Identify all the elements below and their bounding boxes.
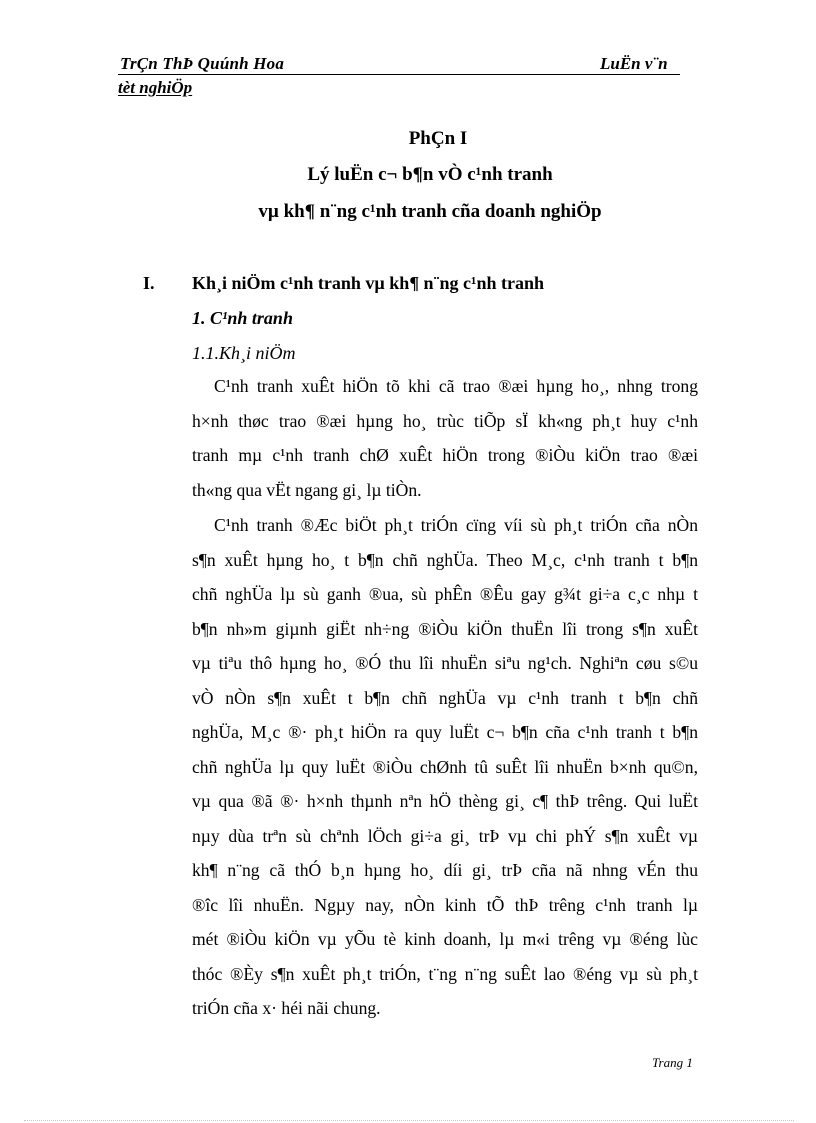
- paragraph-line: C¹nh tranh xuÊt hiÖn tõ khi cã trao ®æi hµng ho¸, nhng trong: [214, 376, 698, 396]
- paragraph-line: tranh mµ c¹nh tranh chØ xuÊt hiÖn trong ®iÒu kiÖn trao ®æi: [192, 445, 698, 465]
- paragraph-line: vµ tiªu thô hµng ho¸ ®Ó thu lîi nhuËn siªu ng¹ch. Nghiªn cøu s©u: [192, 653, 698, 673]
- paragraph-line: s¶n xuÊt hµng ho¸ t b¶n chñ nghÜa. Theo M¸c, c¹nh tranh t b¶n: [192, 549, 698, 570]
- subsubsection-title: 1.1.Kh¸i niÖm: [192, 343, 296, 363]
- paragraph-line: h×nh thøc trao ®æi hµng ho¸ trùc tiÕp sÏ kh«ng ph¸t huy c¹nh: [192, 410, 698, 431]
- paragraph-line: b¶n nh»m giµnh giËt nh÷ng ®iÒu kiÖn thuËn lîi trong s¶n xuÊt: [192, 618, 698, 639]
- paragraph-line: chñ nghÜa lµ sù ganh ®ua, sù phÊn ®Êu gay g¾t gi÷a c¸c nhµ t: [192, 584, 698, 604]
- paragraph-line: chñ nghÜa lµ quy luËt ®iÒu chØnh tû suÊt lîi nhuËn b×nh qu©n,: [192, 756, 698, 777]
- part-title-line-2: vµ kh¶ n¨ng c¹nh tranh cña doanh nghiÖp: [258, 201, 602, 222]
- subsection-title: 1. C¹nh tranh: [192, 308, 293, 328]
- paragraph-line: vµ qua ®ã ®· h×nh thµnh nªn hÖ thèng gi¸ c¶ thÞ trêng. Qui luËt: [192, 791, 698, 811]
- paragraph-line: nµy dùa trªn sù chªnh lÖch gi÷a gi¸ trÞ vµ chi phÝ s¶n xuÊt vµ: [192, 825, 698, 846]
- paragraph-line: ®îc lîi nhuËn. Ngµy nay, nÒn kinh tÕ thÞ trêng c¹nh tranh lµ: [192, 894, 698, 915]
- header-document-subtitle: tèt nghiÖp: [118, 78, 193, 97]
- header-document-title: LuËn v¨n: [600, 54, 668, 73]
- paragraph-line: kh¶ n¨ng cã thÓ b¸n hµng ho¸ díi gi¸ trÞ cña nã nhng vÉn thu: [192, 860, 698, 880]
- paragraph-line: th«ng qua vËt ngang gi¸ lµ tiÒn.: [192, 479, 422, 500]
- page-number: Trang 1: [652, 1055, 693, 1070]
- paragraph-line: vÒ nÒn s¶n xuÊt t b¶n chñ nghÜa vµ c¹nh tranh t b¶n chñ: [192, 687, 698, 708]
- paragraph-2: [192, 508, 698, 1026]
- header-author: TrÇn ThÞ Quúnh Hoa: [120, 54, 285, 73]
- part-number-heading: PhÇn I: [408, 128, 468, 149]
- paragraph-line: triÓn cña x· héi nãi chung.: [192, 998, 381, 1018]
- paragraph-line: nghÜa, M¸c ®· ph¸t hiÖn ra quy luËt c¬ b¶n cña c¹nh tranh t b¶n: [192, 722, 698, 742]
- paragraph-1: [192, 369, 698, 507]
- paragraph-line: C¹nh tranh ®Æc biÖt ph¸t triÓn cïng víi sù ph¸t triÓn cña nÒn: [214, 515, 698, 535]
- part-title-line-1: Lý luËn c¬ b¶n vÒ c¹nh tranh: [307, 164, 553, 185]
- section-title: Kh¸i niÖm c¹nh tranh vµ kh¶ n¨ng c¹nh tranh: [192, 273, 544, 293]
- page-bottom-border: [24, 1120, 794, 1121]
- paragraph-line: mét ®iÒu kiÖn vµ yÕu tè kinh doanh, lµ m«i trêng vµ ®éng lùc: [192, 929, 698, 949]
- paragraph-line: thóc ®Èy s¶n xuÊt ph¸t triÓn, t¨ng n¨ng suÊt lao ®éng vµ sù ph¸t: [192, 963, 698, 984]
- section-number: I.: [143, 273, 155, 293]
- header-rule: [118, 74, 680, 75]
